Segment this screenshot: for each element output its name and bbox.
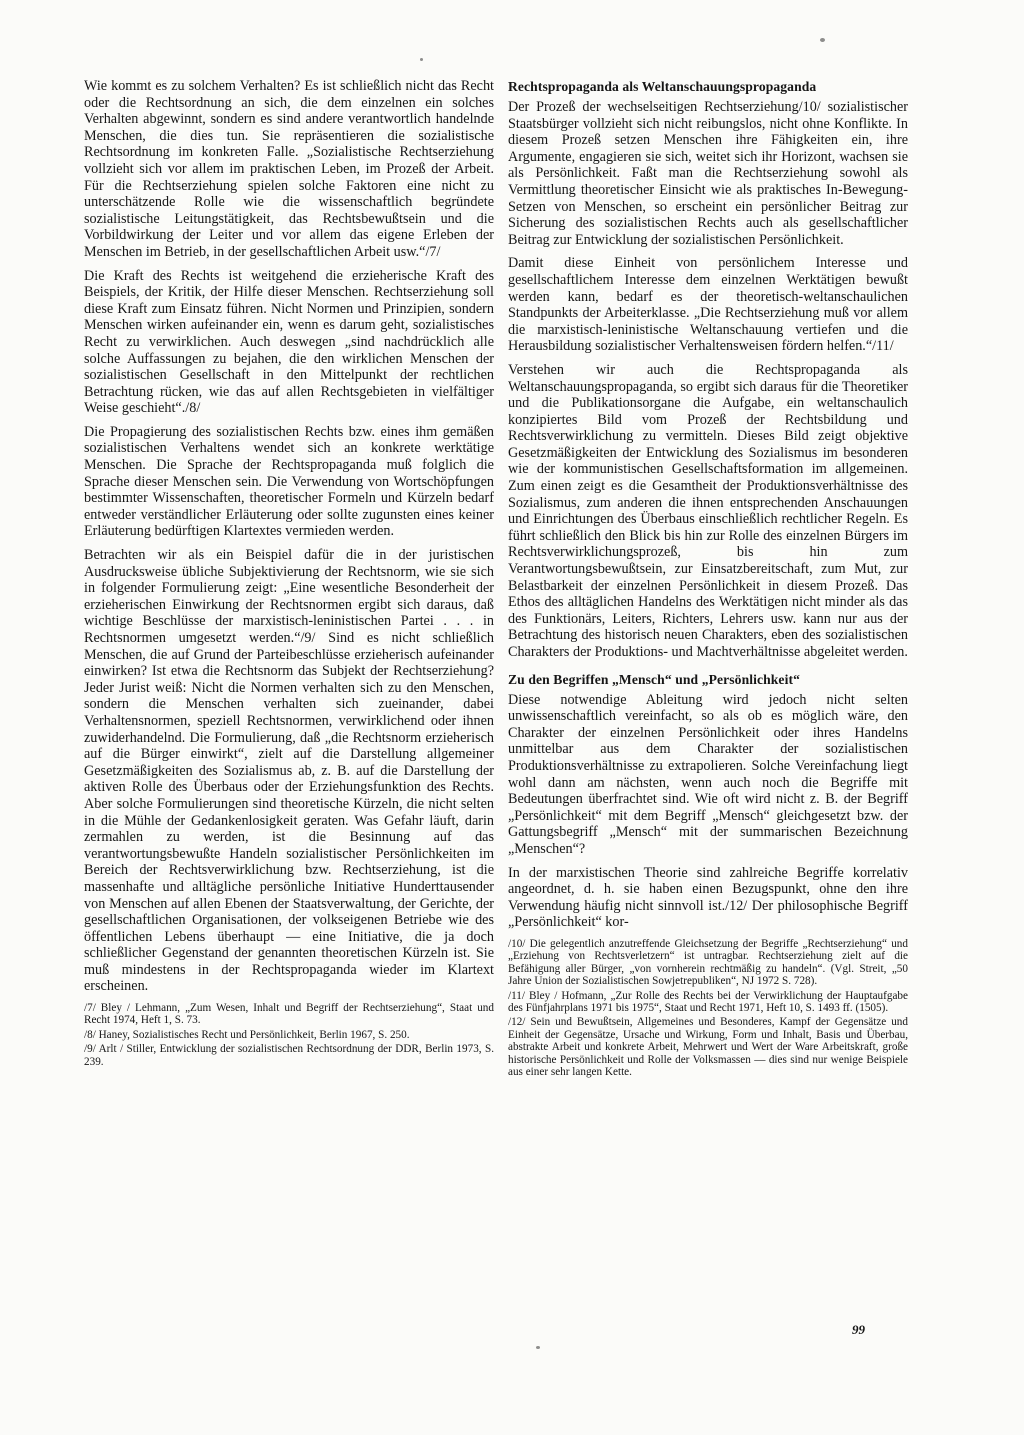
body-paragraph: Diese notwendige Ableitung wird jedoch nicht selten unwissenschaftlich vereinfacht, so als ob es möglich wäre, den Charakter der einzelnen Persönlichkeit oder ihres Handelns unmittelbar aus dem Charakter der sozialistischen Produktionsverhältnisse zu extrapolieren. Solche Vereinfachung liegt wohl dann am nächsten, wenn auch noch die Begriffe mit Bedeutungen überfrachtet sind. Wie oft wird nicht z. B. der Begriff „Persönlichkeit“ mit dem Begriff „Mensch“ gleichgesetzt bzw. der Gattungsbegriff „Mensch“ mit der summarischen Bezeichnung „Menschen“?	[508, 691, 908, 857]
body-paragraph: Der Prozeß der wechselseitigen Rechtserziehung/10/ sozialistischer Staatsbürger vollzieht sich nicht reibungslos, nicht ohne Konflikte. In diesem Prozeß setzen Menschen ihre Fähigkeiten ein, ihre Argumente, engagieren sie sich, weitet sich ihr Horizont, wachsen sie als Persönlichkeit. Faßt man die Rechtserziehung sowohl als Vermittlung theoretischer Einsicht wie als praktisches In-Bewegung-Setzen von Menschen, so erscheint ein persönlicher Beitrag zur Sicherung des sozialistischen Rechts auch als gesellschaftlicher Beitrag zur Entwicklung der sozialistischen Persönlichkeit.	[508, 99, 908, 248]
footnote: /11/ Bley / Hofmann, „Zur Rolle des Rechts bei der Verwirklichung der Hauptaufgabe des Fünfjahrplans 1971 bis 1975“, Staat und Recht 1971, Heft 10, S. 1493 ff. (1505).	[508, 989, 908, 1014]
scan-speck	[536, 1346, 540, 1349]
scan-speck	[420, 58, 423, 61]
page-number: 99	[852, 1322, 865, 1337]
footnote: /8/ Haney, Sozialistisches Recht und Persönlichkeit, Berlin 1967, S. 250.	[84, 1028, 410, 1041]
left-column	[84, 78, 494, 1070]
body-paragraph: Damit diese Einheit von persönlichem Interesse und gesellschaftlichem Interesse dem einzelnen Werktätigen bewußt werden kann, bedarf es der theoretisch-weltanschaulichen Standpunkts der Arbeiterklasse. „Die Rechtserziehung muß vor allem die marxistisch-leninistische Weltanschauung vertiefen und die Herausbildung sozialistischer Verhaltensweisen fördern helfen.“/11/	[508, 255, 908, 355]
footnote: /10/ Die gelegentlich anzutreffende Gleichsetzung der Begriffe „Rechtserziehung“ und „Erziehung von Rechtsverletzern“ ist untragbar. Rechtserziehung zielt auf die Befähigung aller Bürger, „von vornherein rechtmäßig zu handeln“. (Vgl. Streit, „50 Jahre Union der Sozialistischen Sowjetrepubliken“, NJ 1972 S. 728).	[508, 937, 908, 988]
body-paragraph: Die Propagierung des sozialistischen Rechts bzw. eines ihm gemäßen sozialistischen Verhaltens wendet sich an konkrete werktätige Menschen. Die Sprache der Rechtspropaganda muß folglich die Sprache dieser Menschen sein. Die Verwendung von Wortschöpfungen bestimmter Wissenschaften, theoretischer Formeln und Kürzeln bedarf entweder verständlicher Erläuterung oder sollte zugunsten eines keiner Erläuterung bedürftigen Klartextes vermieden werden.	[84, 423, 494, 540]
body-paragraph: Betrachten wir als ein Beispiel dafür die in der juristischen Ausdrucksweise übliche Subjektivierung der Rechtsnorm, wie sie sich in folgender Formulierung zeigt: „Eine wesentliche Besonderheit der erzieherischen Einwirkung der Rechtsnormen ergibt sich daraus, daß wichtige Beschlüsse der marxistisch-leninistischen Partei . . . in Rechtsnormen umgesetzt werden.“/9/ Sind es nicht schließlich Menschen, die auf Grund der Parteibeschlüsse erzieherisch aufeinander einwirken? Ist etwa die Rechtsnorm das Subjekt der Rechtserziehung? Jeder Jurist weiß: Nicht die Normen verhalten sich zu den Menschen, sondern die Menschen verhalten sich zueinander, dabei Verhaltensnormen, speziell Rechtsnormen, verwirklichend oder ihnen zuwiderhandelnd. Die Formulierung, daß „die Rechtsnorm erzieherisch auf die Bürger einwirkt“, zielt auf die Darstellung allgemeiner Gesetzmäßigkeiten des Sozialismus ab, z. B. auf die Darstellung der aktiven Rolle des Überbaus oder der Erziehungsfunktion des Rechts. Aber solche Formulierungen sind theoretische Kürzeln, die nicht selten in die Mühle der Gedankenlosigkeit geraten. Was Gefahr läuft, darin zermahlen zu werden, ist die Besinnung auf das verantwortungsbewußte Handeln sozialistischer Persönlichkeiten im Bereich der Rechtsverwirklichung bzw. Rechtserziehung, ist die massenhafte und alltägliche persönliche Initiative Hunderttausender von Menschen auf allen Ebenen der Staatsverwaltung, der Gerichte, der gesellschaftlichen Organisationen, der volkseigenen Betriebe wie des öffentlichen Lebens überhaupt — eine Initiative, die ja doch schließlicher Gegenstand der genannten theoretischen Kürzeln ist. Sie muß mindestens in der Rechtspropaganda wieder im Klartext erscheinen.	[84, 547, 494, 995]
body-paragraph: In der marxistischen Theorie sind zahlreiche Begriffe korrelativ angeordnet, d. h. sie haben einen Bezugspunkt, ohne den ihre Verwendung häufig nicht sinnvoll ist./12/ Der philosophische Begriff „Persönlichkeit“ kor-	[508, 864, 908, 931]
section-heading: Rechtspropaganda als Weltanschauungspropaganda	[508, 79, 817, 94]
footnotes-left	[84, 1002, 494, 1068]
body-paragraph: Die Kraft des Rechts ist weitgehend die erzieherische Kraft des Beispiels, der Kritik, der Hilfe dieser Menschen. Rechtserziehung soll diese Kraft zum Einsatz führen. Nicht Normen und Prinzipien, sondern Menschen wirken aufeinander ein, wenn es darum geht, sozialistisches Recht zu verwirklichen. Auch deswegen „sind nachdrücklich alle solche Auffassungen zu bejahen, die den wirklichen Menschen der sozialistischen Gesellschaft in den Mittelpunkt der rechtlichen Betrachtung rücken, wie das auf allen Rechtsgebieten in vielfältiger Weise geschieht“./8/	[84, 267, 494, 417]
footnote: /12/ Sein und Bewußtsein, Allgemeines und Besonderes, Kampf der Gegensätze und Einheit der Gegensätze, Ursache und Wirkung, Form und Inhalt, Basis und Überbau, abstrakte Arbeit und konkrete Arbeit, Mehrwert und Wert der Ware Arbeitskraft, große historische Persönlichkeit und Rolle der Volksmassen — dies sind nur wenige Beispiele aus einer sehr langen Kette.	[508, 1016, 908, 1078]
section-heading: Zu den Begriffen „Mensch“ und „Persönlichkeit“	[508, 671, 800, 687]
footnote: /7/ Bley / Lehmann, „Zum Wesen, Inhalt und Begriff der Rechtserziehung“, Staat und Recht 1974, Heft 1, S. 73.	[84, 1002, 494, 1027]
footnotes-right	[508, 938, 908, 1078]
scan-speck	[820, 38, 825, 42]
body-paragraph: Wie kommt es zu solchem Verhalten? Es ist schließlich nicht das Recht oder die Rechtsordnung an sich, die dem einzelnen ein solches Verhalten abgewinnt, sondern es sind andere verantwortlich handelnde Menschen, die dies tun. Sie repräsentieren die sozialistische Rechtsordnung im konkreten Falle. „Sozialistische Rechtserziehung vollzieht sich vor allem im praktischen Leben, im Prozeß der Arbeit. Für die Rechtserziehung spielen solche Faktoren eine nicht zu unterschätzende Rolle wie die wissenschaftlich begründete sozialistische Leitungstätigkeit, das Rechtsbewußtsein und die Vorbildwirkung der Leiter und vor allem das eigene Erleben der Menschen im Betrieb, in der gesellschaftlichen Arbeit usw.“/7/	[84, 78, 494, 260]
right-column	[508, 78, 908, 1080]
footnote: /9/ Arlt / Stiller, Entwicklung der sozialistischen Rechtsordnung der DDR, Berlin 1973, S. 239.	[84, 1043, 494, 1068]
body-paragraph: Verstehen wir auch die Rechtspropaganda als Weltanschauungspropaganda, so ergibt sich daraus für die Theoretiker und die Publikationsorgane die Aufgabe, ein weltanschaulich konzipiertes Bild vom Prozeß der Rechtsbildung und Rechtsverwirklichung zu vermitteln. Dieses Bild zeigt objektive Gesetzmäßigkeiten der Entwicklung des Sozialismus im besonderen wie der kommunistischen Gesellschaftsformation im allgemeinen. Zum einen zeigt es die Gesamtheit der Produktionsverhältnisse des Sozialismus, zum anderen die ihnen entsprechenden Anschauungen und Einrichtungen des Überbaus einschließlich rechtlicher Regeln. Es führt schließlich den Blick bis hin zur Rolle des einzelnen Bürgers im Rechtsverwirklichungsprozeß, bis hin zum Verantwortungsbewußtsein, zur Einsatzbereitschaft, zum Mut, zur Belastbarkeit der einzelnen Persönlichkeit in diesem Prozeß. Das Ethos des alltäglichen Handelns des Werktätigen nicht minder als das des Funktionärs, Leiters, Richters, Lehrers usw. kann nur aus der Betrachtung des historisch neuen Charakters, eben des sozialistischen Charakters der Produktions- und Machtverhältnisse abgeleitet werden.	[508, 361, 908, 660]
